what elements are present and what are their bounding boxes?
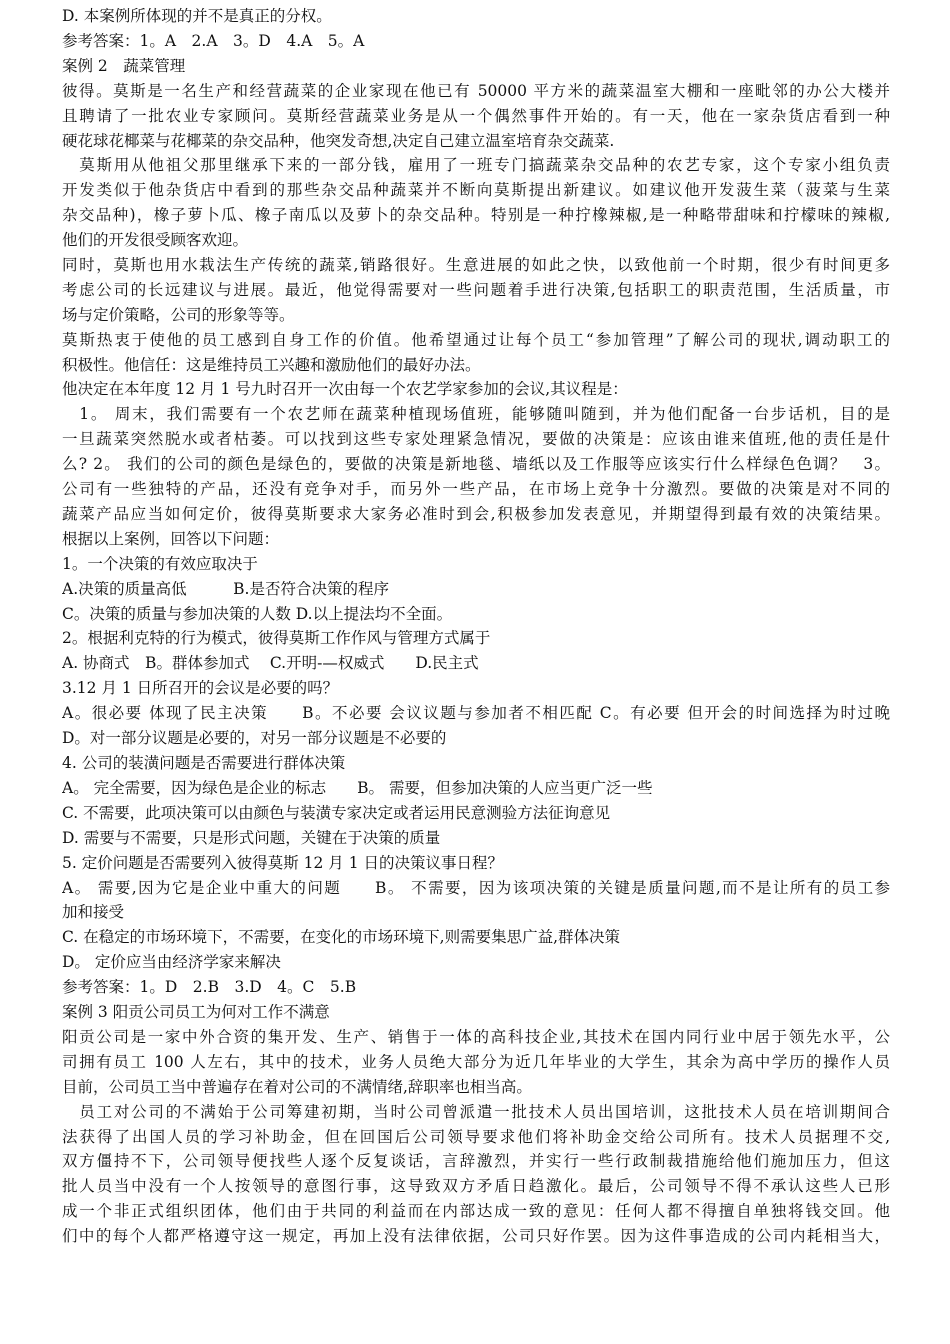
text-line: 蔬菜产品应当如何定价，彼得莫斯要求大家务必准时到会,积极参加发表意见，并期望得到最有效的决策结果。 <box>62 504 890 523</box>
text-line: 公司有一些独特的产品，还没有竞争对手，而另外一些产品，在市场上竞争十分激烈。要做的决策是对不同的 <box>62 480 890 499</box>
question: 5. 定价问题是否需要列入彼得莫斯 12 月 1 日的决策议事日程？ <box>62 853 504 872</box>
text-line: 们中的每个人都严格遵守这一规定，再加上没有法律依据，公司只好作罢。因为这件事造成的公司内耗相当大， <box>62 1227 890 1246</box>
text-line: 且聘请了一批农业专家顾问。莫斯经营蔬菜业务是从一个偶然事件开始的。有一天，他在一家杂货店看到一种 <box>62 106 890 125</box>
question: 2。根据利克特的行为模式，彼得莫斯工作作风与管理方式属于 <box>62 629 491 648</box>
question-options: C. 不需要，此项决策可以由颜色与装潢专家决定或者运用民意测验方法征询意见 <box>62 803 611 822</box>
text-line: 积极性。他信任：这是维持员工兴趣和激励他们的最好办法。 <box>62 355 481 374</box>
question-options: A。 需要,因为它是企业中重大的问题 B。 不需要，因为该项决策的关键是质量问题,而不是让所有的员工参 <box>62 878 890 897</box>
text-line: 司拥有员工 100 人左右，其中的技术，业务人员绝大部分为近几年毕业的大学生，其余为高中学历的操作人员 <box>62 1052 890 1071</box>
question-options: C. 在稳定的市场环境下，不需要，在变化的市场环境下,则需要集思广益,群体决策 <box>62 928 621 947</box>
question: 4. 公司的装潢问题是否需要进行群体决策 <box>62 753 346 772</box>
text-line: 莫斯用从他祖父那里继承下来的一部分钱，雇用了一班专门搞蔬菜杂交品种的农艺专家，这个专家小组负责 <box>62 156 890 175</box>
text-line: 开发类似于他杂货店中看到的那些杂交品种蔬菜并不断向莫斯提出新建议。如建议他开发菠生菜（菠菜与生菜 <box>62 181 890 200</box>
text-line: 杂交品种)，橡子萝卜瓜、橡子南瓜以及萝卜的杂交品种。特别是一种拧橡辣椒,是一种略带甜味和拧檬味的辣椒, <box>62 206 890 225</box>
case-heading: 案例 3 阳贡公司员工为何对工作不满意 <box>62 1003 330 1022</box>
text-line: 他们的开发很受顾客欢迎。 <box>62 231 249 250</box>
text-line: 他决定在本年度 12 月 1 号九时召开一次由每一个农艺学家参加的会议,其议程是： <box>62 380 628 399</box>
text-line: 批人员当中没有一个人按领导的意图行事，这导致双方矛盾日趋激化。最后，公司领导不得不承认这些人已形 <box>62 1177 890 1196</box>
question-options: A。 完全需要，因为绿色是企业的标志 B。 需要，但参加决策的人应当更广泛一些 <box>62 778 653 797</box>
answer-key: 参考答案：1。A 2.A 3。D 4.A 5。A <box>62 31 365 50</box>
question-options: A。很必要 体现了民主决策 B。不必要 会议议题与参加者不相匹配 C。有必要 但开会的时间选择为时过晚 <box>62 704 890 723</box>
text-line: 阳贡公司是一家中外合资的集开发、生产、销售于一体的高科技企业,其技术在国内同行业中居于领先水平，公 <box>62 1027 890 1046</box>
text-line: 一旦蔬菜突然脱水或者枯萎。可以找到这些专家处理紧急情况，要做的决策是：应该由谁来值班,他的责任是什 <box>62 430 890 449</box>
text-line: 法获得了出国人员的学习补助金，但在回国后公司领导要求他们将补助金交给公司所有。技术人员据理不交, <box>62 1127 890 1146</box>
text-line: 成一个非正式组织团体，他们由于共同的利益而在内部达成一致的意见：任何人都不得擅自单独将钱交回。他 <box>62 1202 890 1221</box>
question-options: C。决策的质量与参加决策的人数 D.以上提法均不全面。 <box>62 604 453 623</box>
case-heading: 案例 2 蔬菜管理 <box>62 56 186 75</box>
text-line: 彼得。莫斯是一名生产和经营蔬菜的企业家现在他已有 50000 平方米的蔬菜温室大棚和一座毗邻的办公大楼并 <box>62 81 890 100</box>
text-line: 目前，公司员工当中普遍存在着对公司的不满情绪,辞职率也相当高。 <box>62 1077 532 1096</box>
text-line: D. 本案例所体现的并不是真正的分权。 <box>62 7 332 25</box>
text-line: 考虑公司的长远建议与进展。最近，他觉得需要对一些问题着手进行决策,包括职工的职责范围，生活质量，市 <box>62 280 890 299</box>
text-line: 莫斯热衷于使他的员工感到自身工作的价值。他希望通过让每个员工“参加管理”了解公司的现状,调动职工的 <box>62 330 890 349</box>
question: 3.12 月 1 日所召开的会议是必要的吗？ <box>62 679 339 698</box>
question-options: 加和接受 <box>62 903 125 922</box>
answer-key: 参考答案：1。D 2.B 3.D 4。C 5.B <box>62 978 357 997</box>
text-line: 1。 周末，我们需要有一个农艺师在蔬菜种植现场值班，能够随叫随到，并为他们配备一台步话机，目的是 <box>62 405 890 424</box>
question-options: D. 需要与不需要，只是形式问题，关键在于决策的质量 <box>62 828 441 847</box>
question-options: D。 定价应当由经济学家来解决 <box>62 953 281 972</box>
question-options: A. 协商式 B。群体参加式 C.开明-—权威式 D.民主式 <box>62 654 479 673</box>
text-line: 根据以上案例，回答以下问题： <box>62 529 280 548</box>
text-line: 双方僵持不下，公司领导便找些人逐个反复谈话，言辞激烈，并实行一些行政制裁措施给他们施加压力，但这 <box>62 1152 890 1171</box>
text-line: 同时，莫斯也用水栽法生产传统的蔬菜,销路很好。生意进展的如此之快，以致他前一个时期，很少有时间更多 <box>62 255 890 274</box>
question-options: D。对一部分议题是必要的，对另一部分议题是不必要的 <box>62 729 447 748</box>
text-line: 么? 2。 我们的公司的颜色是绿色的，要做的决策是新地毯、墙纸以及工作服等应该实行什么样绿色色调？ 3。 <box>62 455 890 474</box>
text-line: 员工对公司的不满始于公司筹建初期，当时公司曾派遣一批技术人员出国培训，这批技术人员在培训期间合 <box>62 1102 890 1121</box>
text-line: 场与定价策略，公司的形象等等。 <box>62 305 295 324</box>
text-line: 硬花球花椰菜与花椰菜的杂交品种，他突发奇想,决定自己建立温室培育杂交蔬菜. <box>62 131 615 150</box>
question-options: A.决策的质量高低 B.是否符合决策的程序 <box>62 579 389 598</box>
question: 1。一个决策的有效应取决于 <box>62 554 258 573</box>
